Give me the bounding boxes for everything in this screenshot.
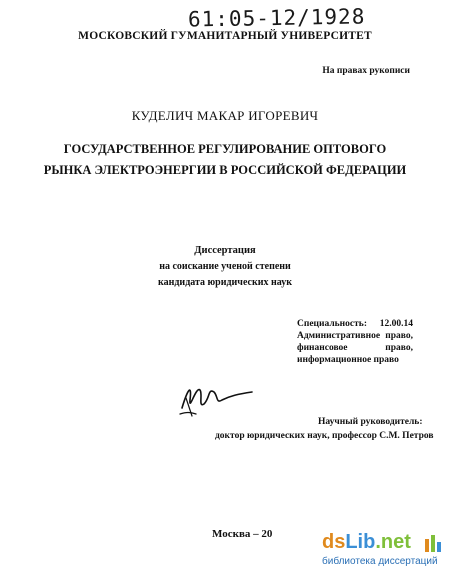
specialty-block — [297, 318, 413, 366]
specialty-code: 12.00.14 — [379, 319, 413, 329]
specialty-row — [297, 342, 413, 354]
manuscript-rights-note: На правах рукописи — [322, 66, 410, 76]
degree-line-1: Диссертация — [194, 245, 256, 256]
title-line-1: ГОСУДАРСТВЕННОЕ РЕГУЛИРОВАНИЕ ОПТОВОГО — [63, 142, 387, 156]
specialty-text: Административное — [297, 331, 381, 341]
specialty-label: Специальность: — [297, 319, 367, 329]
advisor-label: Научный руководитель: — [318, 417, 423, 427]
dslib-watermark[interactable] — [322, 531, 446, 575]
title-line-2: РЫНКА ЭЛЕКТРОЭНЕРГИИ В РОССИЙСКОЙ ФЕДЕРАЦИИ — [43, 163, 407, 177]
city-year: Москва – 20 — [212, 528, 273, 540]
dissertation-title — [0, 139, 450, 181]
degree-line-2: на соискание ученой степени — [159, 261, 291, 272]
specialty-text: финансовое — [297, 343, 348, 353]
bookshelf-icon — [424, 533, 442, 553]
watermark-logo — [322, 531, 411, 554]
advisor-name: доктор юридических наук, профессор С.М. Петров — [215, 431, 434, 441]
logo-part-net: .net — [375, 531, 411, 553]
university-name: МОСКОВСКИЙ ГУМАНИТАРНЫЙ УНИВЕРСИТЕТ — [78, 30, 372, 42]
specialty-text: право, — [385, 331, 413, 341]
logo-part-ds: ds — [322, 531, 346, 553]
degree-block — [0, 243, 450, 291]
degree-line-3: кандидата юридических наук — [158, 277, 292, 288]
specialty-text: информационное право — [297, 355, 399, 365]
specialty-text: право, — [385, 343, 413, 353]
watermark-subtitle: библиотека диссертаций — [322, 556, 438, 567]
logo-part-lib: Lib — [345, 531, 376, 553]
author-signature — [176, 378, 254, 420]
specialty-row — [297, 330, 413, 342]
author-name: КУДЕЛИЧ МАКАР ИГОРЕВИЧ — [131, 108, 319, 123]
handwritten-catalog-stamp: 61:05-12/1928 — [187, 4, 366, 32]
specialty-row — [297, 318, 413, 330]
